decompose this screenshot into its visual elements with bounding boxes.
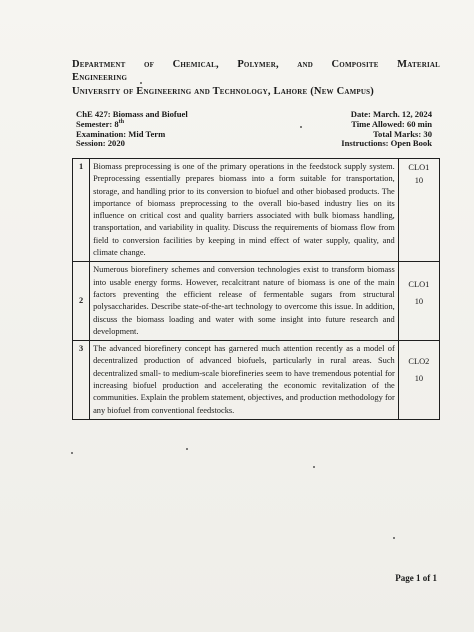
scan-speck (313, 466, 315, 468)
instructions: Instructions: Open Book (341, 138, 432, 149)
question-number: 2 (73, 262, 90, 341)
question-clo-cell (398, 159, 439, 262)
question-marks: 10 (414, 297, 424, 307)
exam-info-left (76, 110, 188, 149)
question-text: Numerous biorefinery schemes and conversion technologies exist to transform biomass into usable energy forms. However, recalcitrant nature of biomass is one of the main factors preventing the efficient release of fermentable sugars from structural polysaccharides. Describe state-of-the-art technology to overcome this issue. In addition, discuss the biomass loading and water with some insight into future research and development. (90, 262, 399, 341)
question-row (73, 262, 440, 341)
scan-speck (393, 537, 395, 539)
document-header (72, 59, 440, 99)
question-row (73, 341, 440, 420)
question-clo-cell (398, 341, 439, 420)
question-marks: 10 (414, 176, 424, 185)
department-name: Department of Chemical, Polymer, and Composite Material (72, 59, 440, 70)
questions-table (72, 158, 440, 420)
time-allowed: Time Allowed: 60 min (351, 118, 432, 129)
question-marks: 10 (414, 374, 424, 384)
scan-speck (186, 448, 188, 450)
clo-spacer (402, 264, 436, 278)
semester-suffix: th (118, 118, 125, 125)
question-number: 1 (73, 159, 90, 262)
course-title: ChE 427: Biomass and Biofuel (76, 109, 188, 119)
scan-speck (71, 452, 73, 454)
total-marks: Total Marks: 30 (373, 128, 432, 139)
scan-speck (140, 82, 142, 84)
clo-label: CLO1 (408, 163, 430, 172)
question-row (73, 159, 440, 262)
university-name: University of Engineering and Technology, Lahore (New Campus) (72, 86, 374, 97)
scan-speck (300, 126, 302, 128)
session: Session: 2020 (76, 138, 125, 149)
department-name-continued: Engineering (72, 71, 128, 83)
clo-label: CLO1 (408, 280, 430, 290)
page-number: Page 1 of 1 (395, 573, 437, 583)
clo-spacer (402, 343, 436, 355)
semester-label: Semester: 8 (76, 118, 119, 129)
question-text: Biomass preprocessing is one of the primary operations in the feedstock supply system. Preprocessing essentially prepares biomass into a form suitable for transportation, storage, and handling prior to its conversion to biofuel and other biobased products. The importance of biomass preprocessing to the overall bio-based industry lies on its influence on critical cost and quality barriers associated with bulk biomass handling, transportation, and variability in quality. Discuss the requirements of biomass flow from field to conversion facilities by keeping in mind effect of water supply, quality, and climate change. (90, 159, 399, 262)
exam-info-right (341, 110, 432, 149)
question-clo-cell (398, 262, 439, 341)
clo-label: CLO2 (408, 357, 430, 367)
exam-date: Date: March. 12, 2024 (350, 109, 432, 119)
question-number: 3 (73, 341, 90, 420)
question-text: The advanced biorefinery concept has garnered much attention recently as a model of decentralized production of advanced biofuels, particularly in rural areas. Such decentralized small- to medium-scale biorefineries seem to have tremendous potential for increasing biofuel production and accelerating the economic revitalization of the communities. Explain the problem statement, objectives, and production methodology for any biofuel from conventional feedstocks. (90, 341, 399, 420)
examination-type: Examination: Mid Term (76, 128, 166, 139)
